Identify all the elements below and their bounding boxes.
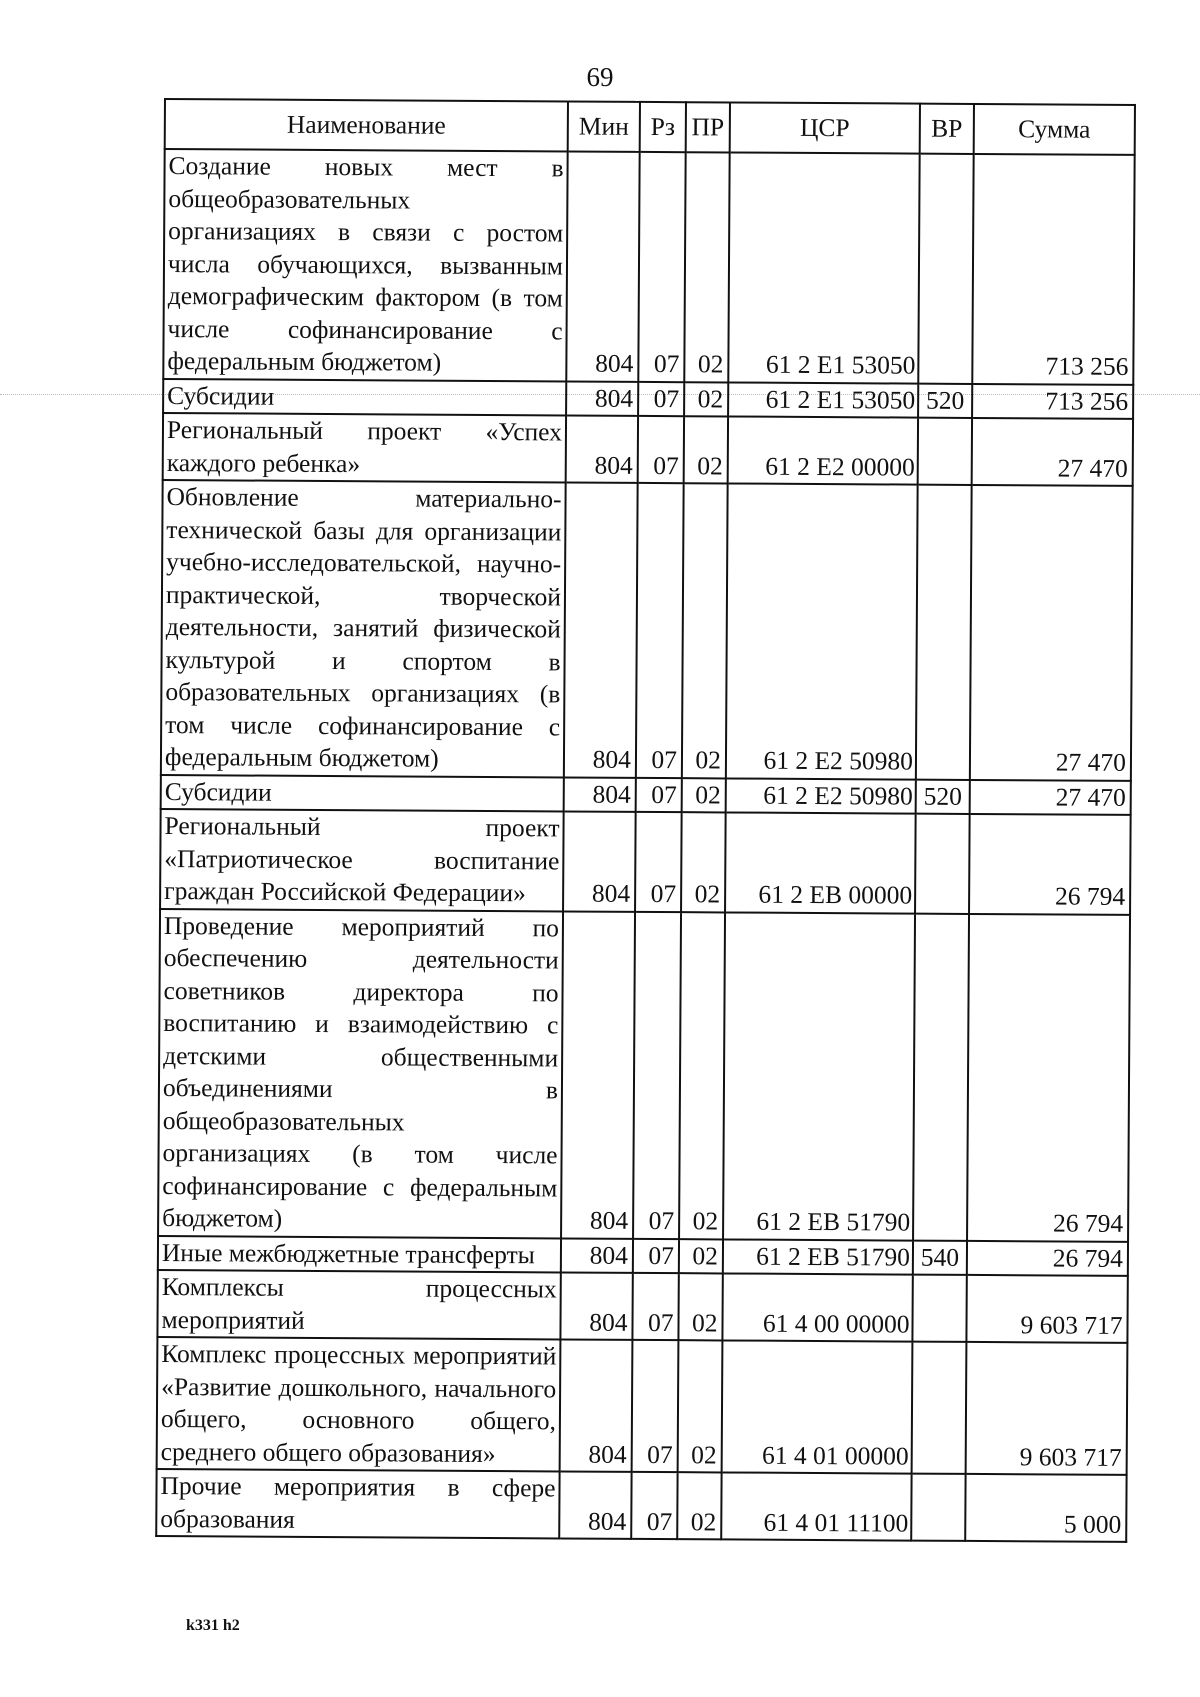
row-vr — [913, 913, 969, 1240]
row-name: Прочие мероприятия в сфере образования — [156, 1469, 559, 1538]
row-csr: 61 4 01 11100 — [721, 1472, 911, 1540]
row-vr — [911, 1474, 965, 1541]
table-row — [157, 1270, 1127, 1343]
row-min: 804 — [566, 151, 639, 381]
footer-document-code: k331 h2 — [186, 1617, 240, 1634]
row-csr: 61 2 Е1 53050 — [728, 382, 918, 418]
row-vr — [912, 1275, 966, 1342]
row-pr: 02 — [678, 1340, 723, 1472]
row-name: Субсидии — [161, 774, 564, 811]
row-vr: 520 — [918, 383, 972, 418]
table-header-row — [165, 99, 1135, 155]
row-rz: 07 — [638, 381, 684, 416]
row-name: Иные межбюджетные трансферты — [158, 1235, 561, 1272]
row-pr: 02 — [684, 382, 728, 417]
row-rz: 07 — [633, 911, 681, 1238]
header-sum: Сумма — [974, 104, 1135, 155]
header-rz: Рз — [640, 102, 686, 152]
row-rz: 07 — [638, 416, 684, 483]
row-min: 804 — [561, 911, 635, 1238]
row-csr: 61 2 Е2 50980 — [726, 778, 916, 814]
row-rz: 07 — [638, 152, 685, 382]
row-name: Субсидии — [163, 379, 566, 416]
table-row — [158, 908, 1130, 1241]
row-sum: 5 000 — [965, 1474, 1126, 1542]
table-row — [160, 809, 1131, 914]
row-name: Создание новых мест в общеобразовательных организациях в связи с ростом числа обучающихся, вызванным демографическим фактором (в том числе софинансирование с федеральным бюджетом) — [163, 149, 567, 381]
row-sum: 27 470 — [970, 779, 1131, 814]
row-name: Комплекс процессных мероприятий «Развитие дошкольного, начального общего, основного общего, среднего общего образования» — [157, 1337, 561, 1471]
row-pr: 02 — [678, 1273, 722, 1340]
row-csr: 61 4 00 00000 — [722, 1273, 912, 1341]
row-min: 804 — [563, 811, 636, 911]
row-csr: 61 2 ЕВ 00000 — [725, 812, 916, 913]
row-pr: 02 — [684, 416, 728, 483]
row-vr — [915, 814, 970, 914]
row-csr: 61 2 ЕВ 51790 — [723, 912, 915, 1240]
row-rz: 07 — [635, 812, 682, 912]
row-min: 804 — [566, 381, 638, 416]
table-row — [156, 1469, 1126, 1542]
row-name: Региональный проект «Патриотическое воспитание граждан Российской Федерации» — [160, 809, 564, 911]
budget-table — [155, 98, 1136, 1543]
row-pr: 02 — [684, 152, 729, 382]
row-csr: 61 2 Е2 50980 — [726, 483, 918, 779]
header-vr: ВР — [920, 104, 974, 154]
row-min: 804 — [564, 777, 636, 812]
row-pr: 02 — [679, 912, 725, 1239]
budget-table-wrapper — [155, 98, 1134, 1543]
row-sum: 26 794 — [969, 814, 1131, 914]
table-row — [163, 413, 1133, 486]
row-vr — [918, 418, 972, 485]
row-vr: 540 — [913, 1240, 967, 1275]
header-min: Мин — [568, 101, 640, 151]
row-pr: 02 — [679, 1239, 723, 1274]
row-pr: 02 — [677, 1472, 721, 1539]
table-row — [161, 480, 1133, 780]
row-sum: 26 794 — [967, 1240, 1128, 1275]
row-min: 804 — [560, 1339, 633, 1471]
page-number: 69 — [586, 62, 614, 92]
table-row — [158, 1235, 1128, 1275]
row-csr: 61 2 Е2 00000 — [728, 416, 918, 484]
row-min: 804 — [560, 1272, 632, 1339]
row-name: Проведение мероприятий по обеспечению деятельности советников директора по воспитанию и взаимодействию с детскими общественными объединениями в общеобразовательных организациях (в том числе софинансирование с федеральным бюджетом) — [158, 908, 563, 1237]
row-min: 804 — [561, 1238, 633, 1273]
header-pr: ПР — [686, 102, 730, 152]
row-name: Обновление материально-технической базы для организации учебно-исследовательской, научно-практической, творческой деятельности, занятий физической культурой и спортом в образовательных организациях (в том числе софинансирование с федеральным бюджетом) — [161, 480, 566, 777]
row-vr — [916, 485, 972, 780]
table-row — [161, 774, 1131, 814]
row-sum: 9 603 717 — [966, 1342, 1128, 1475]
row-rz: 07 — [636, 483, 684, 778]
table-row — [163, 379, 1133, 419]
row-rz: 07 — [632, 1340, 679, 1472]
header-name: Наименование — [165, 99, 568, 151]
table-row — [157, 1337, 1128, 1475]
row-pr: 02 — [682, 483, 728, 778]
row-rz: 07 — [631, 1472, 677, 1539]
row-min: 804 — [564, 482, 638, 777]
row-rz: 07 — [632, 1273, 678, 1340]
row-name: Региональный проект «Успех каждого ребенка» — [163, 413, 566, 482]
row-sum: 27 470 — [970, 485, 1133, 780]
row-pr: 02 — [682, 778, 726, 813]
row-rz: 07 — [633, 1238, 679, 1273]
row-vr: 520 — [916, 779, 970, 814]
row-vr — [918, 154, 973, 384]
row-name: Комплексы процессных мероприятий — [157, 1270, 560, 1339]
row-rz: 07 — [636, 777, 682, 812]
row-sum: 713 256 — [972, 383, 1133, 418]
row-sum: 9 603 717 — [966, 1275, 1127, 1343]
row-sum: 713 256 — [972, 154, 1134, 384]
table-row — [163, 149, 1134, 384]
row-csr: 61 2 Е1 53050 — [728, 152, 919, 383]
row-sum: 26 794 — [967, 913, 1130, 1241]
row-sum: 27 470 — [972, 418, 1133, 486]
header-csr: ЦСР — [730, 102, 920, 153]
row-pr: 02 — [681, 812, 726, 912]
row-csr: 61 2 ЕВ 51790 — [723, 1239, 913, 1275]
row-min: 804 — [566, 415, 638, 482]
row-vr — [912, 1342, 967, 1474]
row-min: 804 — [559, 1471, 631, 1538]
row-csr: 61 4 01 00000 — [722, 1340, 913, 1473]
